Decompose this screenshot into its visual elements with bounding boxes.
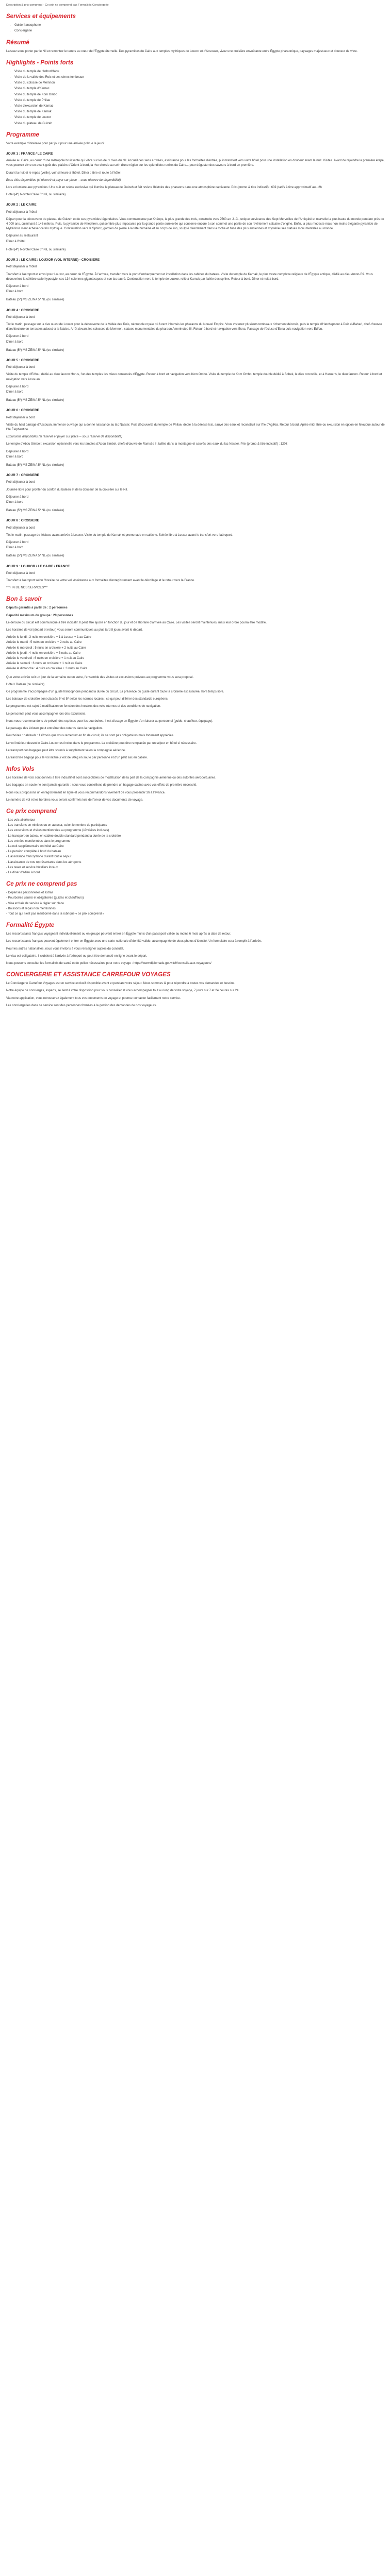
day-1-title: JOUR 1 : FRANCE / LE CAIRE xyxy=(6,152,53,156)
bonasavoir-arrival: Arrivée le mercredi : 5 nuits en croisière + 2 nuits au Caire xyxy=(6,646,86,650)
day-7-text: Journée libre pour profiter du confort du bateau et de la douceur de la croisière sur le Nil. xyxy=(6,488,128,492)
day-4-departure: Petit déjeuner à bord xyxy=(6,315,35,319)
day-9-title: JOUR 9 : LOUXOR / LE CAIRE / FRANCE xyxy=(6,564,70,568)
document-header: Description & prix comprend - Ce prix ne comprend pas Formalités Conciergerie xyxy=(6,4,109,7)
list-item: - Tout ce qui n'est pas mentionné dans la rubrique « ce prix comprend » xyxy=(6,912,105,916)
day-8-text: Tôt le matin, passage de l'écluse avant arrivée à Louxor. Visite du temple de Karnak et promenade en calèche. Soirée libre à Louxor avant le transfert vers l'aéroport. xyxy=(6,533,233,537)
bonasavoir-arrival: Arrivée le lundi : 3 nuits en croisière + 1 à Louxor + 1 au Caire xyxy=(6,636,91,639)
list-item: • Visite du colosse de Memnon xyxy=(14,81,385,86)
list-item: - Les transferts en minibus ou en autocar, selon le nombre de participants xyxy=(6,824,107,827)
list-item: • Visite du temple de Louxor xyxy=(14,115,385,120)
formalites-p4: Le visa est obligatoire. Il s'obtient à l'arrivée à l'aéroport ou peut être demandé en ligne avant le départ. xyxy=(6,954,148,958)
formalites-title: Formalité Égypte xyxy=(6,922,55,929)
list-item: - Le transport en bateau en cabine double standard pendant la durée de la croisière xyxy=(6,834,121,838)
day-6-title: JOUR 6 : CROISIERE xyxy=(6,409,39,413)
list-item: - Les excursions et visites mentionnées au programme (10 visites incluses) xyxy=(6,829,109,833)
day-5-boat: Bateau (5*) MS ZEINA 5* NL (ou similaire) xyxy=(6,399,64,402)
list-item: • Visite du plateau de Guizeh xyxy=(14,122,385,126)
list-item: - La nuit supplémentaire en hôtel au Caire xyxy=(6,844,64,848)
day-5-meal: Déjeuner à bord xyxy=(6,385,29,388)
day-1-hotel: Hotel (4*) Novotel Caire 6° Nil, ou similaire) xyxy=(6,193,66,197)
bonasavoir-p14: Le programme est sujet à modification en fonction des horaires des vols internes et des conditions de navigation. xyxy=(6,705,161,708)
day-7-meal: Dîner à bord xyxy=(6,501,24,504)
day-6-text: Visite du haut barrage d'Assouan, immense ouvrage qui a donné naissance au lac Nasser. Puis découverte du temple de Philae, dédié à la déesse Isis, sauvé des eaux et reconstruit sur l'île d'Agilkia. Retour à bord. Après-midi libre ou excursion en option en felouque autour de l'île Éléphantine. xyxy=(6,423,385,431)
day-7-departure: Petit déjeuner à bord xyxy=(6,481,35,484)
day-7-title: JOUR 7 : CROISIERE xyxy=(6,473,39,478)
bonasavoir-p20: Le transport des bagages peut être soumis à supplément selon la compagnie aérienne. xyxy=(6,749,126,752)
info-vols-p4: Le numéro de vol et les horaires vous seront confirmés lors de l'envoi de vos documents de voyage. xyxy=(6,798,143,802)
day-2-title: JOUR 2 : LE CAIRE xyxy=(6,203,37,207)
bonasavoir-p18: Pourboires : habituels : 1 €/mois que vous remettrez en fin de circuit, ils ne sont pas obligatoires mais fortement appréciés. xyxy=(6,734,174,738)
formalites-p2: Les ressortissants français peuvent également entrer en Égypte avec une carte nationale d'identité valide, accompagnée de deux photos d'identité. Un formulaire sera à remplir à l'arrivée. xyxy=(6,940,262,943)
day-1-note: Durant la nuit et le repas (veille), voir si heure à l'hôtel. Dîner : libre et route à l'hôtel xyxy=(6,171,121,175)
list-item: • Visite du temple de Philae xyxy=(14,98,385,103)
day-7-meal: Déjeuner à bord xyxy=(6,495,29,499)
list-item: • Visite du temple de Hathor/Habu xyxy=(14,70,385,74)
bonasavoir-p12: Ce programme s'accompagne d'un guide francophone pendant la durée du circuit. La présence du guide durant toute la croisière est assurée, hors temps libre. xyxy=(6,690,224,694)
list-item: - Les entrées mentionnées dans le programme xyxy=(6,839,71,843)
list-item: - L'assistance francophone durant tout le séjour xyxy=(6,855,72,859)
end-of-services: ***FIN DE NOS SERVICES*** xyxy=(6,586,48,590)
list-item: - Boissons et repas non mentionnés xyxy=(6,907,56,910)
day-1-extra2: Lors et lumière aux pyramides: Une nuit en scène exclusive qui illumine le plateau de Guizeh et fait revivre l'histoire des pharaons dans une atmosphère captivante. Prix (promo & titre indicatif) : 60€ (tarifs à titre approximatif au - 2h xyxy=(6,186,322,190)
bonasavoir-sub2: Capacité maximum du groupe : 20 personnes xyxy=(6,614,73,617)
day-2-text: Départ pour la découverte du plateau de Guizeh et de ses pyramides légendaires. Vous commencerez par Khéops, la plus grande des trois, construite vers 2560 av. J.-C., unique survivance des Sept Merveilles de l'Antiquité et marvelle la plus haute du monde pendant près de 4 000 ans, culminant à 146 mètres. Puis, la pyramide de Khéphren, qui semble plus imposante par la grande pente surélevée qui conserve encore à son sommet une partie de son revêtement calcaire d'origine. Enfin, la plus modeste mais non moins élégante pyramide de Mykérinos vient achever ce trio mythique. Continuation vers le Sphinx, gardien de pierre à la tête humaine et au corps de lion, sculpté directement dans la roche et l'une des plus anciennes et mystérieuses statues monumentales au monde. xyxy=(6,217,384,231)
bonasavoir-title: Bon à savoir xyxy=(6,596,42,603)
list-item: • Visite de la vallée des Rois et ses cimes tombeaux xyxy=(14,75,385,80)
day-9-departure: Petit déjeuner à bord xyxy=(6,571,35,575)
day-2-meal: Dîner à l'hôtel xyxy=(6,240,25,243)
list-item: - La pension complète à bord du bateau xyxy=(6,850,61,854)
bonasavoir-p17: Le passage des écluses peut entraîner des retards dans la navigation. xyxy=(6,727,103,731)
resume-text: Laissez-vous porter par le Nil et remontez le temps au cœur de l'Égypte éternelle. Des pyramides du Caire aux temples mythiques de Louxor et d'Assouan, vivez une croisière envoûtante entre Égypte pharaonique, paysages majestueux et douceur de vivre. xyxy=(6,49,358,53)
list-item: • Conciergerie xyxy=(14,29,385,33)
day-4-meal: Dîner à bord xyxy=(6,340,24,344)
services-title: Services et équipements xyxy=(6,13,76,20)
info-vols-title: Infos Vols xyxy=(6,766,35,773)
list-item: • Visite du temple d'Karnac xyxy=(14,87,385,91)
bonasavoir-p19: Le vol intérieur devant le Caire-Louxor est inclus dans le programme. La croisière peut être remplacée par un séjour en hôtel si nécessaire. xyxy=(6,741,197,745)
day-6-option-text: Le temple d'Abou Simbel : excursion optionnelle vers les temples d'Abou Simbel, chefs-d'œuvre de Ramsès II, taillés dans la montagne et sauvés des eaux du lac Nasser. Prix (promo & titre indicatif) : 120€ xyxy=(6,443,288,446)
info-vols-p3: Nous vous proposons un enregistrement en ligne et vous recommandons vivement de vous présenter 3h à l'avance. xyxy=(6,791,166,794)
day-2-hotel: Hotel (4*) Novotel Caire 6° Nil, ou similaire) xyxy=(6,248,66,251)
conciergerie-title: CONCIERGERIE ET ASSISTANCE CARREFOUR VOYAGES xyxy=(6,972,171,978)
bonasavoir-arrival: Arrivée le jeudi : 4 nuits en croisière + 3 nuits au Caire xyxy=(6,651,80,655)
day-6-departure: Petit déjeuner à bord xyxy=(6,416,35,419)
day-9-text: Transfert à l'aéroport selon l'horaire de votre vol. Assistance aux formalités d'enregistrement avant le décollage et le retour vers la France. xyxy=(6,579,195,583)
list-item: - Dépenses personnelles et extras xyxy=(6,891,54,895)
info-vols-p1: Les horaires de vols sont donnés à titre indicatif et sont susceptibles de modification de la part de la compagnie aérienne ou des autorités aéroportuaires. xyxy=(6,776,216,780)
list-item: - Visa et frais de service à régler sur place xyxy=(6,902,64,905)
ceprix-list xyxy=(6,818,385,875)
day-3-departure: Petit déjeuner à l'hôtel xyxy=(6,265,37,269)
formalites-p3: Pour les autres nationalités, nous vous invitons à vous renseigner auprès du consulat. xyxy=(6,947,124,951)
ceprixnon-list xyxy=(6,891,385,917)
highlights-list xyxy=(6,70,385,126)
day-7-boat: Bateau (5*) MS ZEINA 5* NL (ou similaire) xyxy=(6,509,64,513)
day-1-text: Arrivée au Caire, au cœur d'une métropole bruissante qui vibre sur les deux rives du Nil. Accueil des sens arrivées, assistance pour les formalités d'entrée, puis transfert vers votre hôtel pour une installation en douceur avant la nuit. Visites. Avant de rejoindre la première étape, vous pourrez vivre un avant-goût des plaisirs d'Orient à bord, la rive choisie au sein d'une région sur les splendides ruelles du Caire... pour déguster des saveurs à bord en première. xyxy=(6,159,385,167)
bonasavoir-arrival: Arrivée le vendredi : 6 nuits en croisière + 1 nuit au Caire xyxy=(6,657,85,660)
ceprix-title: Ce prix comprend xyxy=(6,808,57,815)
day-4-meal: Déjeuner à bord xyxy=(6,335,29,338)
day-3-text: Transfert à l'aéroport et envol pour Louxor, au cœur de l'Égypte. À l'arrivée, transfert vers le port d'embarquement et installation dans les cabines du bateau. Visite du temple de Karnak, le plus vaste complexe religieux de l'Égypte antique, dédié au dieu Amon-Rê. Vous découvrirez la célèbre salle hypostyle, ses 134 colonnes gigantesques et son lac sacré. Continuation vers le temple de Louxor, relié à Karnak par l'allée des sphinx. Retour à bord. Dîner et nuit à bord. xyxy=(6,273,373,281)
list-item: - Le dîner d'adieu à bord xyxy=(6,871,40,874)
bonasavoir-arrival: Arrivée le mardi : 5 nuits en croisière + 2 nuits au Caire xyxy=(6,641,82,645)
day-8-boat: Bateau (5*) MS ZEINA 5* NL (ou similaire) xyxy=(6,554,64,558)
conciergerie-p1: Le Conciergerie Carrefour Voyages est un service exclusif disponible avant et pendant votre séjour. Nous sommes là pour répondre à toutes vos demandes et besoins. xyxy=(6,982,235,986)
programme-title: Programme xyxy=(6,131,39,138)
list-item: • Visite du temple de Kom Ombo xyxy=(14,93,385,97)
bonasavoir-p13: Les bateaux de croisière sont classés 5* et 5* selon les normes locales ; ce qui peut différer des standards européens. xyxy=(6,698,169,701)
bonasavoir-arrival: Arrivée le dimanche : 4 nuits en croisière + 3 nuits au Caire xyxy=(6,667,88,671)
day-6-boat: Bateau (5*) MS ZEINA 5* NL (ou similaire) xyxy=(6,463,64,467)
day-5-text: Visite du temple d'Edfou, dédié au dieu faucon Horus, l'un des temples les mieux conservés d'Égypte. Retour à bord et navigation vers Kom Ombo. Visite du temple de Kom Ombo, temple double dédié à Sobek, le dieu crocodile, et à Haroeris, le dieu faucon. Retour à bord et navigation vers Assouan. xyxy=(6,373,382,381)
day-8-title: JOUR 8 : CROISIERE xyxy=(6,519,39,523)
conciergerie-p2: Notre équipe de concierges, experts, se tient à votre disposition pour vous conseiller et vous accompagner tout au long de votre voyage, 7 jours sur 7 et 24 heures sur 24. xyxy=(6,989,239,993)
day-3-meal: Dîner à bord xyxy=(6,290,24,294)
list-item: - Les vols aller/retour xyxy=(6,818,36,822)
day-8-meal: Déjeuner à bord xyxy=(6,541,29,545)
day-6-meal: Dîner à bord xyxy=(6,455,24,459)
formalites-p1: Les ressortissants français voyageant individuellement ou en groupe peuvent entrer en Égypte munis d'un passeport valide au moins 6 mois après la date de retour. xyxy=(6,933,231,936)
list-item: • Visite du temple de Karnak xyxy=(14,110,385,114)
bonasavoir-p1: Le déroulé du circuit est communiqué à titre indicatif. Il peut être ajusté en fonction du jour et de l'horaire d'arrivée au Caire. Les visites seront maintenues, mais leur ordre pourra être modifié. xyxy=(6,621,267,624)
highlights-title: Highlights - Points forts xyxy=(6,59,74,66)
list-item: • Visite d'excursion de Karnac xyxy=(14,104,385,109)
bonasavoir-p15: Le personnel peut vous accompagner lors des excursions. xyxy=(6,712,87,716)
day-4-title: JOUR 4 : CROISIERE xyxy=(6,308,39,312)
list-item: - Pourboires usuels et obligatoires (guides et chauffeurs) xyxy=(6,896,84,900)
day-6-meal: Déjeuner à bord xyxy=(6,450,29,453)
day-5-departure: Petit déjeuner à bord xyxy=(6,366,35,369)
day-4-text: Tôt le matin, passage sur la rive ouest de Louxor pour la découverte de la Vallée des Rois, nécropole royale où furent inhumés les pharaons du Nouvel Empire. Vous visiterez plusieurs tombeaux richement décorés, puis le temple d'Hatchepsout à Deir el-Bahari, chef-d'œuvre d'architecture en terrasses adossé à la falaise. Arrêt devant les colosses de Memnon, statues monumentales du pharaon Amenhotep III. Retour à bord et navigation vers Esna. Passage de l'écluse d'Esna puis navigation vers Edfou. xyxy=(6,323,382,331)
day-2-departure: Petit déjeuner à l'hôtel xyxy=(6,210,37,214)
day-8-meal: Dîner à bord xyxy=(6,546,24,550)
formalites-p5: Nous pouvons consulter les formalités de santé et de police nécessaires pour votre voyage : https://www.diplomatie.gouv.fr/fr/conseils-aux-voyageurs/ xyxy=(6,961,211,965)
day-8-departure: Petit déjeuner à bord xyxy=(6,526,35,530)
programme-intro: Votre exemple d'itinéraire pour par jour pour une arrivée prévue le jeudi : xyxy=(6,142,106,145)
info-vols-p2: Les bagages en soute ne sont jamais garantis : nous vous conseillons de prendre un bagage cabine avec vos effets de première nécessité. xyxy=(6,784,198,787)
day-5-meal: Dîner à bord xyxy=(6,390,24,394)
bonasavoir-p16: Nous vous recommandons de prévoir des espèces pour les pourboires, il est d'usage en Égypte d'en laisser au personnel (guide, chauffeur, équipage). xyxy=(6,719,214,723)
list-item: - L'assistance de nos représentants dans les aéroports xyxy=(6,860,82,864)
bonasavoir-arrival: Arrivée le samedi : 6 nuits en croisière + 1 nuit au Caire xyxy=(6,662,83,666)
bonasavoir-p10: Que votre arrivée soit un jour de la semaine ou un autre, l'ensemble des visites et excursions prévues au programme vous sera proposé. xyxy=(6,675,194,679)
conciergerie-p4: Les conciergeries dans ce service sont des personnes formées à la gestion des demandes de nos voyageurs. xyxy=(6,1004,157,1007)
day-6-option: Excursions disponibles (si réservé et payer sur place -- sous réserve de disponibilité) xyxy=(6,435,123,439)
day-3-boat: Bateau (5*) MS ZEINA 5* NL (ou similaire) xyxy=(6,298,64,302)
bonasavoir-sub: Départs garantis à partir de : 2 personnes xyxy=(6,606,68,610)
bonasavoir-p21: La franchise bagage pour le vol intérieur est de 20kg en soute par personne et d'un petit sac en cabine. xyxy=(6,756,148,759)
day-1-extra: Ecus étés disponibles (si réservé et payer sur place -- sous réserve de disponibilité) xyxy=(6,178,121,182)
services-list xyxy=(6,23,385,33)
day-5-title: JOUR 5 : CROISIERE xyxy=(6,358,39,362)
bonasavoir-p11: Hôtel / Bateau (ou similaire) xyxy=(6,683,45,686)
conciergerie-p3: Via notre application, vous retrouverez également tous vos documents de voyage et pourrez contacter facilement notre service. xyxy=(6,996,181,1000)
list-item: • Guide francophone xyxy=(14,23,385,28)
day-4-boat: Bateau (5*) MS ZEINA 5* NL (ou similaire) xyxy=(6,348,64,352)
ceprixnon-title: Ce prix ne comprend pas xyxy=(6,881,77,888)
day-3-meal: Déjeuner à bord xyxy=(6,284,29,288)
day-3-title: JOUR 3 : LE CAIRE / LOUXOR (VOL INTERNE) - CROISIERE xyxy=(6,258,100,262)
resume-title: Résumé xyxy=(6,39,29,46)
list-item: - Les taxes et service hôteliers locaux xyxy=(6,866,58,869)
bonasavoir-p2: Les horaires de vol (départ et retour) vous seront communiqués au plus tard 8 jours avant le départ. xyxy=(6,629,143,632)
day-2-meal: Déjeuner au restaurant xyxy=(6,234,38,238)
document-page xyxy=(0,0,391,1018)
